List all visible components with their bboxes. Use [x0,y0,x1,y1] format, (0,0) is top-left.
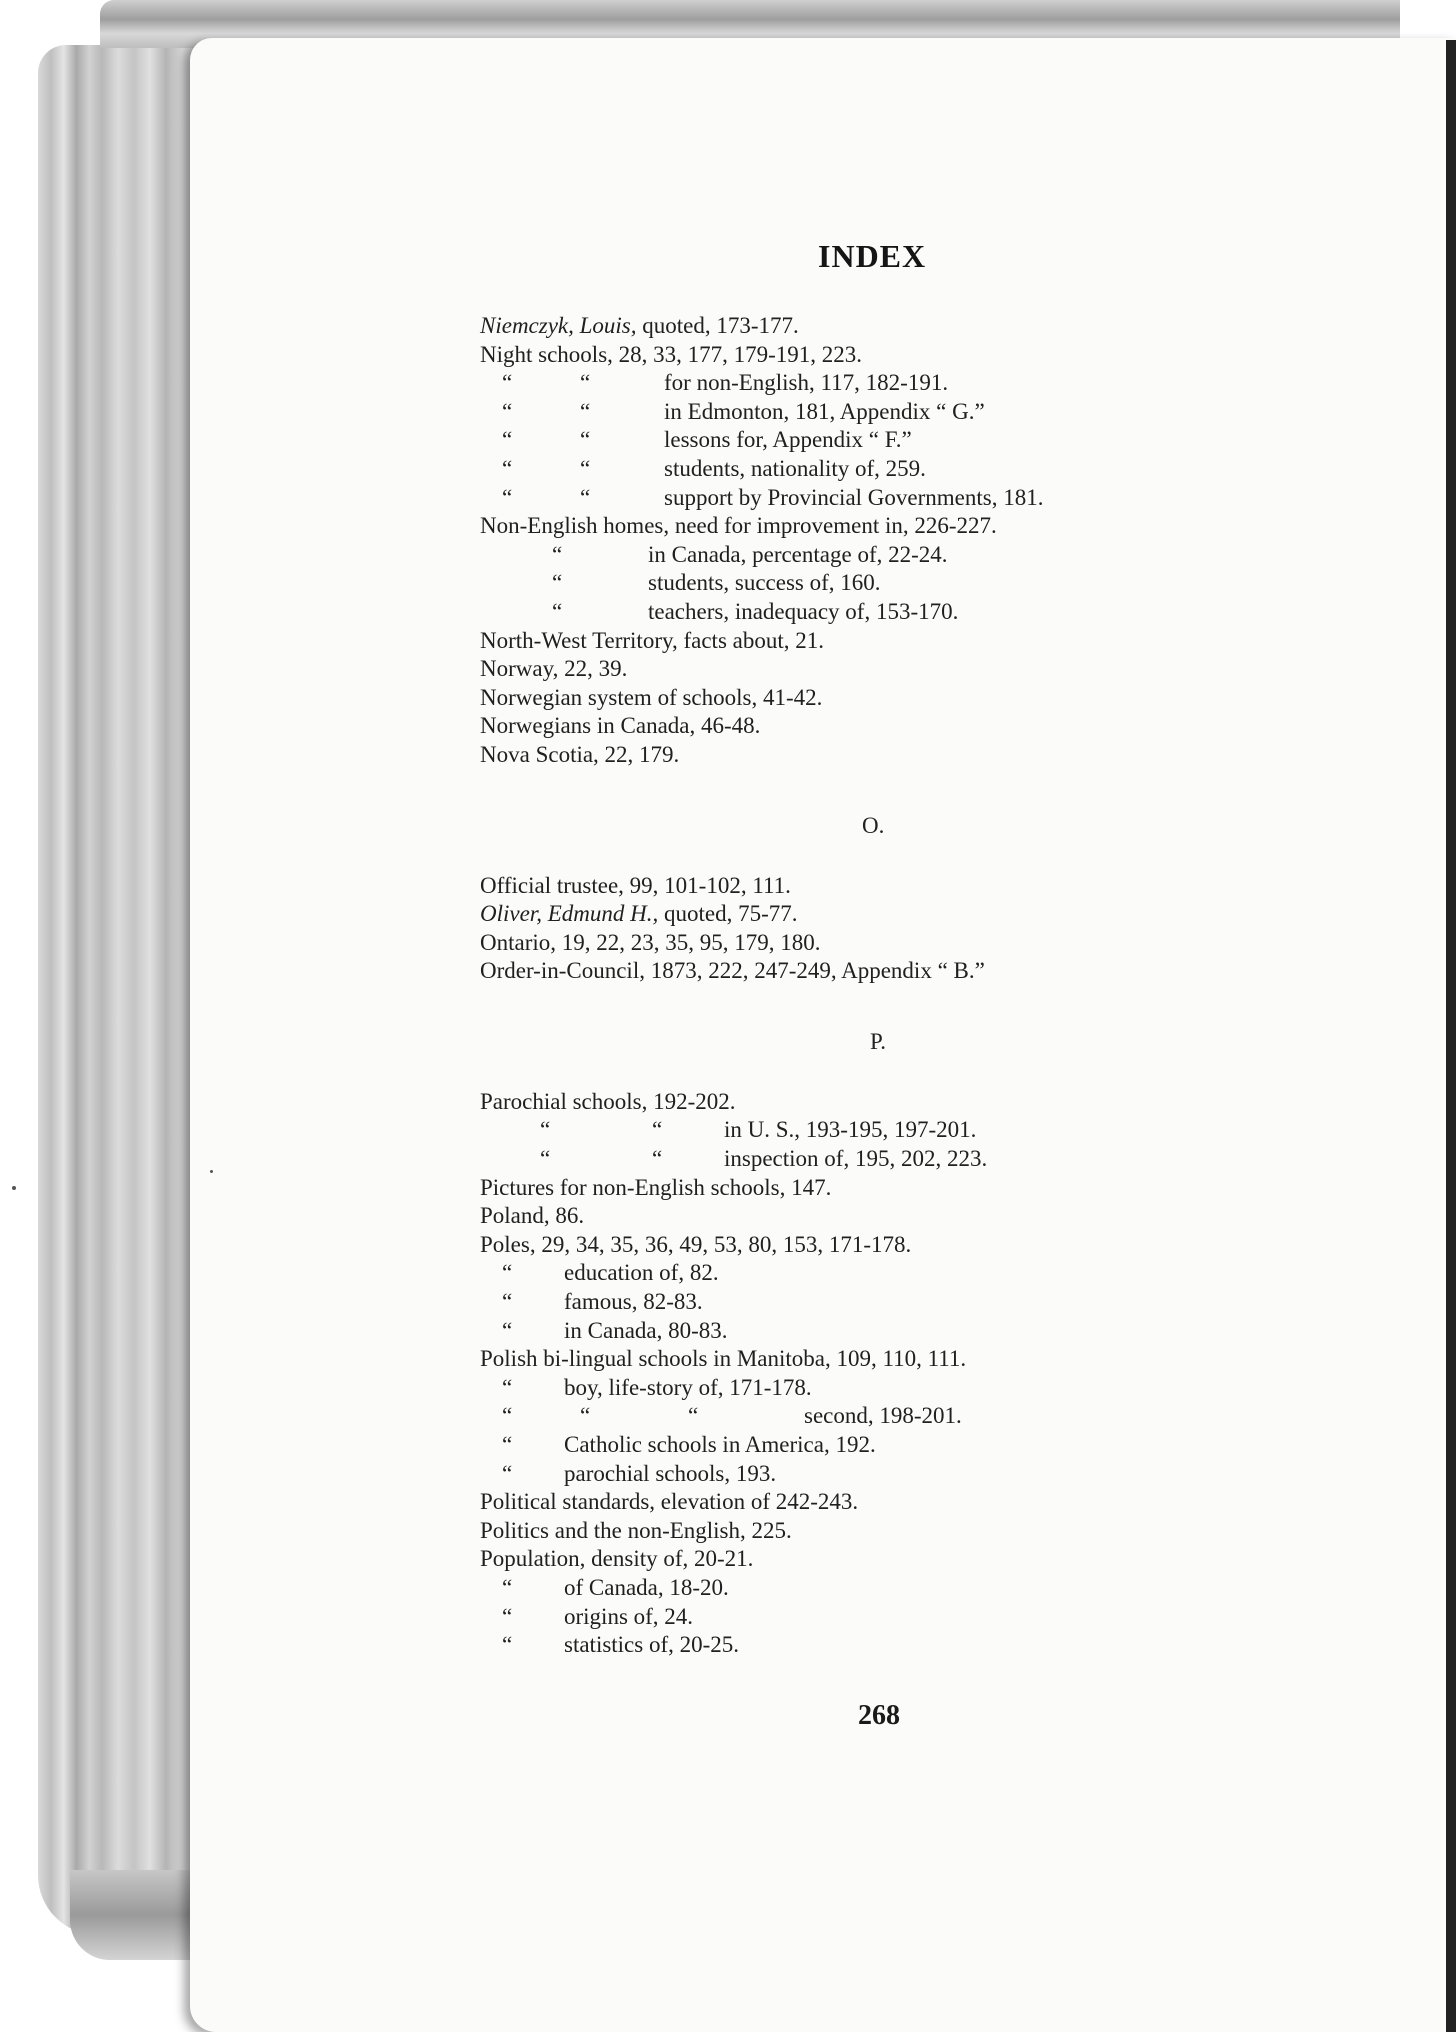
subentry-text: in Edmonton, 181, Appendix “ G.” [664,398,985,424]
index-entry [480,1288,1240,1317]
index-entry [480,1259,1240,1288]
index-entry [480,957,1240,986]
subentry-text: inspection of, 195, 202, 223. [724,1146,988,1172]
index-entry [480,1488,1240,1517]
ditto-mark: “ [552,570,563,596]
ditto-mark: “ [502,1374,513,1400]
entry-heading: Ontario, 19, 22, 23, 35, 95, 179, 180. [480,929,821,955]
entry-heading: Polish bi-lingual schools in Manitoba, 109, 110, 111. [480,1346,967,1372]
ditto-mark: “ [540,1117,551,1143]
subentry-text: lessons for, Appendix “ F.” [664,427,912,453]
book-page-edges [0,0,215,2032]
index-entry [480,484,1240,513]
ditto-mark: “ [502,1403,513,1429]
entry-heading: Nova Scotia, 22, 179. [480,741,680,767]
subentry-text: support by Provincial Governments, 181. [664,484,1044,510]
subentry-text: education of, 82. [564,1260,719,1286]
index-entry [480,398,1240,427]
entry-heading: Norwegians in Canada, 46-48. [480,713,761,739]
ditto-mark: “ [502,1460,513,1486]
subentry-text: for non-English, 117, 182-191. [664,370,949,396]
index-entry [480,1317,1240,1346]
index-entry [480,1460,1240,1489]
page-title: INDEX [818,238,927,274]
entry-text: quoted, 173-177. [636,313,799,338]
index-entry [480,569,1240,598]
index-section-n [480,312,1240,770]
index-section-p [480,1088,1240,1660]
ditto-mark: “ [652,1117,663,1143]
subentry-text: in Canada, percentage of, 22-24. [648,541,948,567]
ditto-mark: “ [552,541,563,567]
scan-speck [12,1186,16,1190]
entry-heading: Official trustee, 99, 101-102, 111. [480,872,791,898]
entry-text: quoted, 75-77. [658,901,798,927]
index-entry [480,1174,1240,1203]
index-entry [480,1545,1240,1574]
ditto-mark: “ [502,1260,513,1286]
ditto-mark: “ [502,1632,513,1658]
ditto-mark: “ [580,455,591,481]
scan-speck [210,1170,213,1173]
entry-heading: Norwegian system of schools, 41-42. [480,684,823,710]
ditto-mark: “ [502,370,513,396]
index-entry [480,712,1240,741]
subentry-text: students, success of, 160. [648,570,881,596]
index-entry [480,1202,1240,1231]
index-entry [480,1145,1240,1174]
index-section-o [480,872,1240,986]
entry-heading: Parochial schools, 192-202. [480,1088,736,1114]
page-stack-left [38,45,198,1935]
index-entry [480,929,1240,958]
entry-heading: Norway, 22, 39. [480,656,628,682]
index-entries [480,312,1240,1660]
ditto-mark: “ [502,1432,513,1457]
index-entry [480,1374,1240,1403]
ditto-mark: “ [688,1403,699,1429]
entry-heading: North-West Territory, facts about, 21. [480,627,825,653]
index-entry [480,598,1240,627]
ditto-mark: “ [502,1289,513,1315]
entry-heading: Pictures for non-English schools, 147. [480,1174,832,1200]
ditto-mark: “ [580,1403,591,1429]
subentry-text: second, 198-201. [804,1403,962,1429]
index-entry [480,426,1240,455]
subentry-text: in Canada, 80-83. [564,1317,728,1343]
ditto-mark: “ [580,370,591,396]
subentry-text: boy, life-story of, 171-178. [564,1374,812,1400]
index-entry [480,900,1240,929]
index-entry [480,512,1240,541]
index-entry [480,1603,1240,1632]
index-entry [480,1116,1240,1145]
subentry-text: students, nationality of, 259. [664,455,926,481]
index-entry [480,627,1240,656]
index-entry [480,1088,1240,1117]
index-entry [480,741,1240,770]
ditto-mark: “ [540,1146,551,1172]
entry-heading: Non-English homes, need for improvement in, 226-227. [480,513,997,539]
ditto-mark: “ [502,1317,513,1343]
subentry-text: Catholic schools in America, 192. [564,1432,876,1457]
ditto-mark: “ [502,427,513,453]
index-entry [480,369,1240,398]
page-number: 268 [858,1700,900,1731]
subentry-text: teachers, inadequacy of, 153-170. [648,598,959,624]
subentry-text: statistics of, 20-25. [564,1632,740,1658]
scan-border [1446,40,1456,2032]
ditto-mark: “ [502,484,513,510]
index-entry [480,1231,1240,1260]
page-stack-bottom [70,1870,210,1960]
index-entry [480,541,1240,570]
entry-heading: Poland, 86. [480,1203,585,1229]
entry-heading: Population, density of, 20-21. [480,1546,754,1572]
subentry-text: parochial schools, 193. [564,1460,777,1486]
subentry-text: famous, 82-83. [564,1289,703,1315]
index-entry [480,684,1240,713]
entry-heading: Oliver, Edmund H., [480,901,659,927]
subentry-text: origins of, 24. [564,1603,694,1629]
entry-heading: Political standards, elevation of 242-243. [480,1489,859,1515]
index-entry [480,1402,1240,1431]
index-entry [480,1574,1240,1603]
ditto-mark: “ [552,598,563,624]
entry-heading: Niemczyk, Louis, [480,313,637,338]
entry-heading: Order-in-Council, 1873, 222, 247-249, Appendix “ B.” [480,958,985,984]
ditto-mark: “ [652,1146,663,1172]
ditto-mark: “ [580,398,591,424]
ditto-mark: “ [502,1574,513,1600]
ditto-mark: “ [502,1603,513,1629]
index-entry [480,455,1240,484]
ditto-mark: “ [502,398,513,424]
index-entry [480,312,1240,341]
section-letter-o: O. [862,812,885,838]
entry-heading: Politics and the non-English, 225. [480,1517,792,1543]
subentry-text: of Canada, 18-20. [564,1574,729,1600]
index-entry [480,1631,1240,1660]
ditto-mark: “ [580,427,591,453]
entry-heading: Night schools, 28, 33, 177, 179-191, 223. [480,341,863,367]
ditto-mark: “ [580,484,591,510]
ditto-mark: “ [502,455,513,481]
entry-heading: Poles, 29, 34, 35, 36, 49, 53, 80, 153, 171-178. [480,1231,912,1257]
index-entry [480,872,1240,901]
index-entry [480,341,1240,370]
index-entry [480,1345,1240,1374]
section-letter-p: P. [870,1028,886,1054]
index-entry [480,1517,1240,1546]
subentry-text: in U. S., 193-195, 197-201. [724,1117,977,1143]
index-entry [480,655,1240,684]
index-entry [480,1431,1240,1460]
